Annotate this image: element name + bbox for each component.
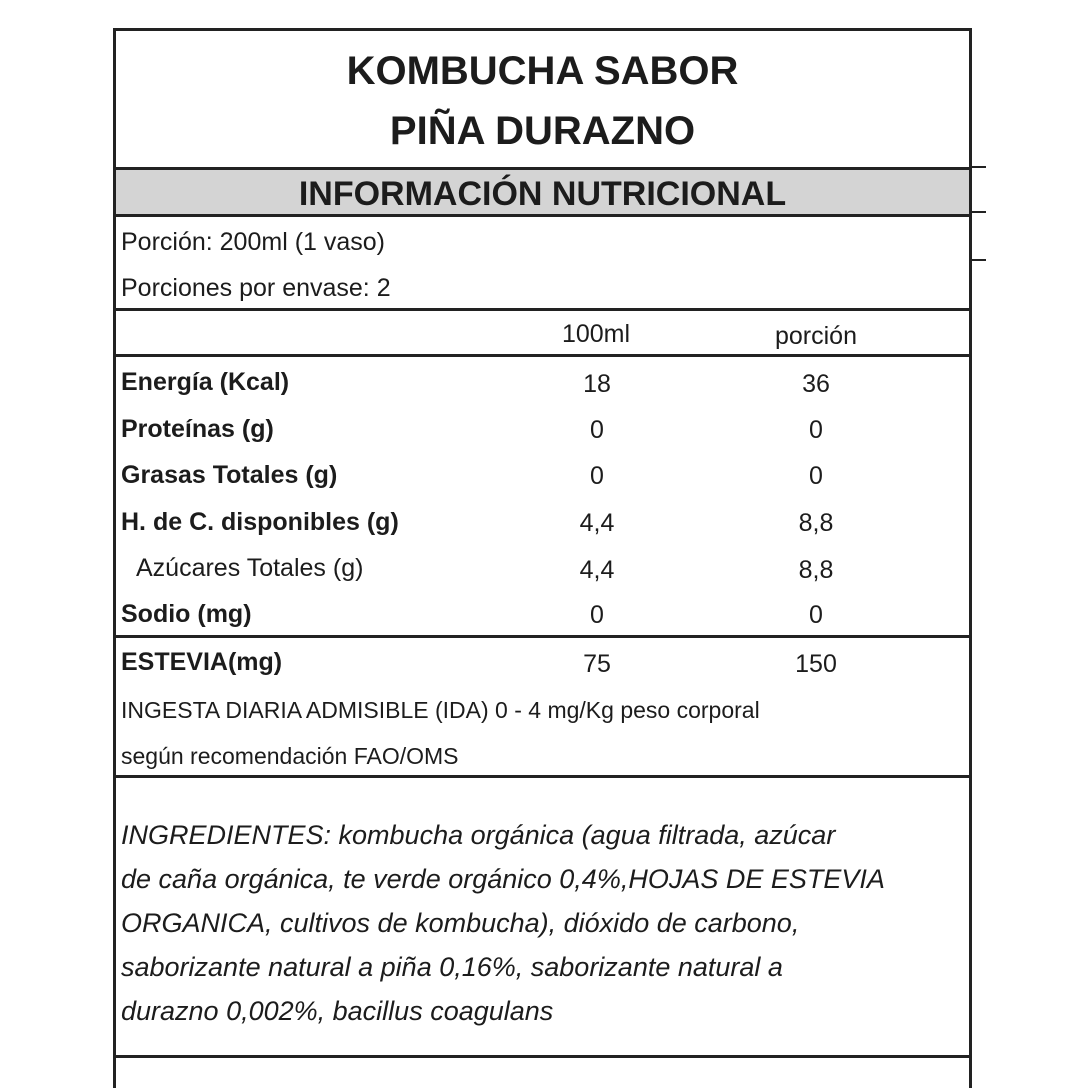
ida-note-line2: según recomendación FAO/OMS [121, 743, 459, 769]
nutrient-value-portion: 8,8 [798, 556, 834, 584]
nutrient-value-100ml: 0 [590, 601, 604, 629]
edge-tick [972, 211, 986, 213]
stevia-value-100ml: 75 [583, 650, 611, 678]
divider [116, 308, 969, 311]
ingredients-line: de caña orgánica, te verde orgánico 0,4%,HOJAS DE ESTEVIA [121, 864, 885, 894]
nutrient-name: Azúcares Totales (g) [136, 554, 364, 582]
panel-heading: INFORMACIÓN NUTRICIONAL [116, 170, 969, 216]
product-title-line2: PIÑA DURAZNO [389, 109, 696, 153]
servings-per-container: Porciones por envase: 2 [121, 274, 391, 302]
edge-tick [972, 259, 986, 261]
column-header-portion: porción [775, 322, 857, 350]
ingredients-line: ORGANICA, cultivos de kombucha), dióxido de carbono, [121, 908, 800, 938]
nutrient-value-100ml: 4,4 [579, 556, 615, 584]
nutrition-label [113, 28, 972, 1088]
product-title-line1: KOMBUCHA SABOR [346, 49, 739, 93]
serving-size: Porción: 200ml (1 vaso) [121, 228, 386, 256]
nutrient-name: Sodio (mg) [121, 600, 252, 628]
ingredients-line: INGREDIENTES: kombucha orgánica (agua filtrada, azúcar [121, 820, 836, 850]
nutrient-value-portion: 8,8 [798, 509, 834, 537]
nutrient-name: Energía (Kcal) [121, 368, 290, 396]
stevia-value-portion: 150 [795, 650, 837, 678]
divider [116, 635, 969, 638]
ida-note-line1: INGESTA DIARIA ADMISIBLE (IDA) 0 - 4 mg/Kg peso corporal [121, 697, 760, 723]
nutrient-value-portion: 0 [809, 416, 823, 444]
nutrient-value-portion: 0 [809, 462, 823, 490]
column-header-100ml: 100ml [561, 320, 631, 348]
divider [116, 354, 969, 357]
nutrient-value-100ml: 18 [583, 370, 611, 398]
nutrient-name: Grasas Totales (g) [121, 461, 338, 489]
ingredients-line: durazno 0,002%, bacillus coagulans [121, 996, 554, 1026]
divider [116, 214, 969, 217]
divider [116, 1055, 969, 1058]
nutrient-name: H. de C. disponibles (g) [121, 508, 399, 536]
nutrient-name: Proteínas (g) [121, 415, 274, 443]
nutrient-value-100ml: 0 [590, 462, 604, 490]
ingredients-line: saborizante natural a piña 0,16%, saborizante natural a [121, 952, 783, 982]
ingredients-text [121, 813, 966, 1033]
nutrient-value-100ml: 0 [590, 416, 604, 444]
divider [116, 775, 969, 778]
stevia-name: ESTEVIA(mg) [121, 648, 283, 676]
nutrient-value-portion: 0 [809, 601, 823, 629]
nutrient-value-100ml: 4,4 [579, 509, 615, 537]
edge-tick [972, 166, 986, 168]
nutrient-value-portion: 36 [802, 370, 830, 398]
